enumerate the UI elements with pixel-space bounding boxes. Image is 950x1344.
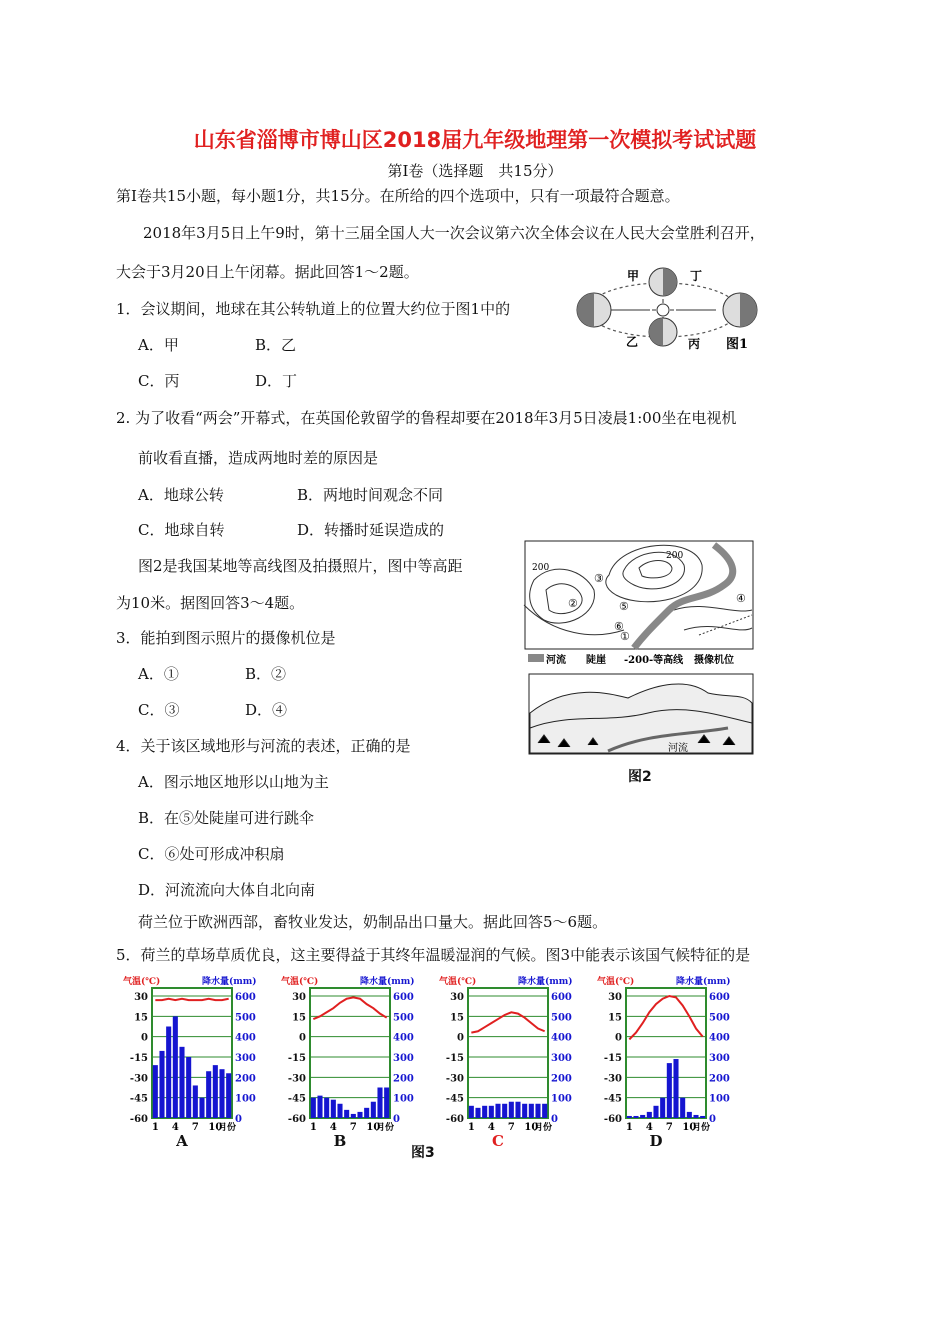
precip-bar — [344, 1110, 349, 1118]
label-yi: 乙 — [626, 335, 639, 349]
precip-bar — [660, 1098, 665, 1118]
precip-tick: 400 — [551, 1032, 572, 1044]
precip-bar — [627, 1116, 632, 1118]
month-tick: 7 — [349, 1122, 357, 1133]
precip-tick: 600 — [235, 992, 256, 1003]
precip-bar — [475, 1108, 480, 1118]
precip-tick: 300 — [709, 1053, 730, 1064]
precip-bar — [186, 1057, 191, 1118]
passage1-line1: 2018年3月5日上午9时，第十三届全国人大一次会议第六次全体会议在人民大会堂胜利召开， — [143, 224, 765, 242]
q3-option-d: D．④ — [245, 701, 288, 719]
question-5: 5．荷兰的草场草质优良，这主要得益于其终年温暖湿润的气候。图3中能表示该国气候特征的是 — [116, 946, 751, 964]
precip-bar — [667, 1063, 672, 1118]
temp-axis-title: 气温(℃) — [123, 977, 161, 987]
temp-tick: -30 — [445, 1073, 464, 1085]
q4-option-c: C．⑥处可形成冲积扇 — [138, 845, 285, 863]
temp-tick: 30 — [450, 992, 464, 1003]
passage2-line1: 图2是我国某地等高线图及拍摄照片，图中等高距 — [138, 557, 463, 575]
temp-tick: 15 — [292, 1012, 306, 1024]
temp-tick: -60 — [287, 1114, 306, 1125]
temp-tick: -15 — [287, 1053, 306, 1064]
precip-bar — [199, 1098, 204, 1118]
precip-bar — [482, 1106, 487, 1118]
q2-option-a: A．地球公转 — [138, 486, 224, 504]
precip-tick: 500 — [393, 1012, 414, 1024]
precip-bar — [324, 1098, 329, 1118]
marker-5: ⑤ — [619, 600, 629, 613]
precip-bar — [153, 1065, 158, 1118]
marker-3: ③ — [594, 572, 604, 585]
temp-tick: -60 — [129, 1114, 148, 1125]
q2-option-d: D．转播时延误造成的 — [297, 521, 445, 539]
earth-yi — [577, 293, 611, 327]
month-tick: 4 — [487, 1122, 495, 1133]
month-tick: 4 — [171, 1122, 179, 1133]
contour-label-200-top: 200 — [666, 551, 684, 561]
temp-tick: -45 — [445, 1093, 464, 1105]
question-3: 3．能拍到图示照片的摄像机位是 — [116, 629, 336, 647]
page-title: 山东省淄博市博山区2018届九年级地理第一次模拟考试试题 — [193, 128, 757, 152]
section-heading: 第Ⅰ卷（选择题 共15分） — [387, 162, 563, 180]
precip-bar — [509, 1102, 514, 1118]
precip-tick: 200 — [235, 1073, 256, 1085]
marker-4: ④ — [736, 592, 746, 605]
precip-bar — [542, 1104, 547, 1118]
temp-tick: 0 — [299, 1032, 306, 1044]
label-bing: 丙 — [688, 337, 701, 351]
precip-bar — [364, 1108, 369, 1118]
marker-2: ② — [568, 597, 578, 610]
month-axis-title: 月份 — [376, 1123, 395, 1133]
precip-tick: 500 — [235, 1012, 256, 1024]
precip-bar — [371, 1102, 376, 1118]
precip-tick: 300 — [235, 1053, 256, 1064]
month-tick: 7 — [191, 1122, 199, 1133]
figure-1-caption: 图1 — [726, 337, 749, 352]
precip-tick: 500 — [551, 1012, 572, 1024]
month-tick: 10 — [524, 1122, 539, 1133]
precip-bar — [502, 1104, 507, 1118]
temp-tick: -45 — [129, 1093, 148, 1105]
figure-2-photo — [528, 673, 754, 755]
temp-tick: -15 — [603, 1053, 622, 1064]
precip-tick: 100 — [551, 1093, 572, 1105]
month-tick: 10 — [682, 1122, 697, 1133]
contour-label-200-left: 200 — [532, 563, 550, 573]
precip-bar — [489, 1106, 494, 1118]
precip-axis-title: 降水量(mm) — [676, 977, 731, 987]
precip-tick: 600 — [709, 992, 730, 1003]
temp-tick: 15 — [134, 1012, 148, 1024]
q3-option-b: B．② — [245, 665, 287, 683]
precip-bar — [535, 1104, 540, 1118]
q4-option-d: D．河流流向大体自北向南 — [138, 881, 316, 899]
question-4: 4．关于该区域地形与河流的表述，正确的是 — [116, 737, 411, 755]
precip-bar — [640, 1115, 645, 1118]
q3-option-c: C．③ — [138, 701, 180, 719]
precip-bar — [377, 1088, 382, 1119]
precip-bar — [311, 1098, 316, 1118]
q3-option-a: A．① — [138, 665, 179, 683]
q1-option-b: B．乙 — [255, 336, 297, 354]
question-2-line1: 2. 为了收看“两会”开幕式，在英国伦敦留学的鲁程却要在2018年3月5日凌晨1:00坐在电视机 — [116, 409, 737, 427]
precip-bar — [317, 1096, 322, 1118]
precip-tick: 600 — [551, 992, 572, 1003]
month-axis-title: 月份 — [534, 1123, 553, 1133]
precip-axis-title: 降水量(mm) — [518, 977, 573, 987]
precip-bar — [159, 1051, 164, 1118]
precip-tick: 200 — [709, 1073, 730, 1085]
chart-letter-a: A — [176, 1132, 188, 1150]
figure-1-orbit — [570, 270, 766, 354]
question-1: 1．会议期间，地球在其公转轨道上的位置大约位于图1中的 — [116, 300, 511, 318]
earth-bing — [649, 318, 677, 346]
precip-tick: 100 — [709, 1093, 730, 1105]
q1-option-d: D．丁 — [255, 372, 298, 390]
precip-bar — [337, 1104, 342, 1118]
temp-tick: -15 — [129, 1053, 148, 1064]
q2-option-c: C．地球自转 — [138, 521, 225, 539]
legend-river: 河流 — [546, 655, 566, 666]
temp-axis-title: 气温(℃) — [281, 977, 319, 987]
precip-bar — [226, 1073, 231, 1118]
precip-bar — [693, 1115, 698, 1118]
precip-bar — [515, 1102, 520, 1118]
precip-tick: 200 — [393, 1073, 414, 1085]
temp-tick: -15 — [445, 1053, 464, 1064]
photo-river-label: 河流 — [668, 743, 688, 754]
precip-tick: 400 — [235, 1032, 256, 1044]
precip-bar — [357, 1112, 362, 1118]
temp-tick: 30 — [608, 992, 622, 1003]
legend-contour: -200-等高线 — [624, 655, 684, 666]
figure-2-caption: 图2 — [628, 769, 652, 785]
month-tick: 10 — [208, 1122, 223, 1133]
month-tick: 4 — [329, 1122, 337, 1133]
q4-option-a: A．图示地区地形以山地为主 — [138, 773, 329, 791]
precip-tick: 600 — [393, 992, 414, 1003]
precip-bar — [469, 1106, 474, 1118]
month-tick: 7 — [507, 1122, 515, 1133]
precip-bar — [384, 1088, 389, 1119]
temp-tick: -30 — [129, 1073, 148, 1085]
legend-camera: 摄像机位 — [694, 655, 734, 666]
label-jia: 甲 — [627, 269, 640, 283]
precip-tick: 100 — [393, 1093, 414, 1105]
label-ding: 丁 — [690, 269, 703, 283]
precip-tick: 300 — [393, 1053, 414, 1064]
precip-tick: 0 — [235, 1114, 242, 1125]
month-tick: 10 — [366, 1122, 381, 1133]
marker-1: ① — [620, 630, 630, 643]
month-tick: 1 — [151, 1122, 159, 1133]
intro-text: 第Ⅰ卷共15小题，每小题1分，共15分。在所给的四个选项中，只有一项最符合题意。 — [116, 187, 680, 205]
month-tick: 1 — [625, 1122, 633, 1133]
precip-bar — [653, 1106, 658, 1118]
temp-tick: -60 — [445, 1114, 464, 1125]
precip-bar — [673, 1059, 678, 1118]
earth-ding — [723, 293, 757, 327]
precip-bar — [166, 1027, 171, 1119]
figure-3-climate-charts — [118, 970, 731, 1170]
temp-tick: -30 — [603, 1073, 622, 1085]
q2-option-b: B．两地时间观念不同 — [297, 486, 444, 504]
temp-tick: -45 — [287, 1093, 306, 1105]
figure-2-contour-map — [524, 540, 754, 668]
legend-cliff: 陡崖 — [586, 655, 606, 666]
passage2-line2: 为10米。据图回答3～4题。 — [116, 594, 305, 612]
precip-bar — [193, 1085, 198, 1118]
month-axis-title: 月份 — [218, 1123, 237, 1133]
temp-tick: 30 — [292, 992, 306, 1003]
precip-bar — [495, 1104, 500, 1118]
precip-tick: 400 — [709, 1032, 730, 1044]
precip-bar — [351, 1114, 356, 1118]
month-tick: 4 — [645, 1122, 653, 1133]
chart-letter-d: D — [649, 1132, 663, 1150]
temp-tick: 0 — [457, 1032, 464, 1044]
precip-tick: 0 — [551, 1114, 558, 1125]
month-tick: 1 — [467, 1122, 475, 1133]
temp-tick: 15 — [450, 1012, 464, 1024]
precip-bar — [647, 1112, 652, 1118]
precip-bar — [179, 1047, 184, 1118]
q1-option-c: C．丙 — [138, 372, 180, 390]
precip-bar — [331, 1100, 336, 1118]
q4-option-b: B．在⑤处陡崖可进行跳伞 — [138, 809, 315, 827]
precip-tick: 200 — [551, 1073, 572, 1085]
temp-axis-title: 气温(℃) — [439, 977, 477, 987]
chart-letter-c: C — [492, 1132, 504, 1150]
precip-tick: 0 — [393, 1114, 400, 1125]
temp-tick: 15 — [608, 1012, 622, 1024]
month-axis-title: 月份 — [692, 1123, 711, 1133]
precip-axis-title: 降水量(mm) — [360, 977, 415, 987]
question-2-line2: 前收看直播，造成两地时差的原因是 — [138, 449, 379, 467]
precip-tick: 500 — [709, 1012, 730, 1024]
month-tick: 1 — [309, 1122, 317, 1133]
precip-tick: 300 — [551, 1053, 572, 1064]
precip-bar — [206, 1071, 211, 1118]
precip-tick: 400 — [393, 1032, 414, 1044]
q1-option-a: A．甲 — [138, 336, 179, 354]
temp-tick: 0 — [141, 1032, 148, 1044]
passage3: 荷兰位于欧洲西部，畜牧业发达，奶制品出口量大。据此回答5～6题。 — [138, 913, 608, 931]
temp-axis-title: 气温(℃) — [597, 977, 635, 987]
temp-tick: -60 — [603, 1114, 622, 1125]
chart-letter-b: B — [333, 1132, 347, 1150]
temp-tick: -45 — [603, 1093, 622, 1105]
chart-frame — [626, 988, 706, 1118]
precip-bar — [173, 1016, 178, 1118]
precip-axis-title: 降水量(mm) — [202, 977, 257, 987]
temp-tick: 0 — [615, 1032, 622, 1044]
precip-bar — [633, 1116, 638, 1118]
precip-bar — [219, 1069, 224, 1118]
earth-jia — [649, 268, 677, 296]
month-tick: 7 — [665, 1122, 673, 1133]
precip-bar — [522, 1104, 527, 1118]
precip-bar — [680, 1098, 685, 1118]
precip-bar — [213, 1065, 218, 1118]
temp-tick: 30 — [134, 992, 148, 1003]
chart-frame — [468, 988, 548, 1118]
precip-bar — [687, 1112, 692, 1118]
temp-tick: -30 — [287, 1073, 306, 1085]
precip-bar — [529, 1104, 534, 1118]
passage1-line2: 大会于3月20日上午闭幕。据此回答1～2题。 — [116, 263, 419, 281]
precip-bar — [700, 1116, 705, 1118]
precip-tick: 100 — [235, 1093, 256, 1105]
precip-tick: 0 — [709, 1114, 716, 1125]
marker-6: ⑥ — [614, 620, 624, 633]
figure-3-caption: 图3 — [411, 1145, 435, 1161]
